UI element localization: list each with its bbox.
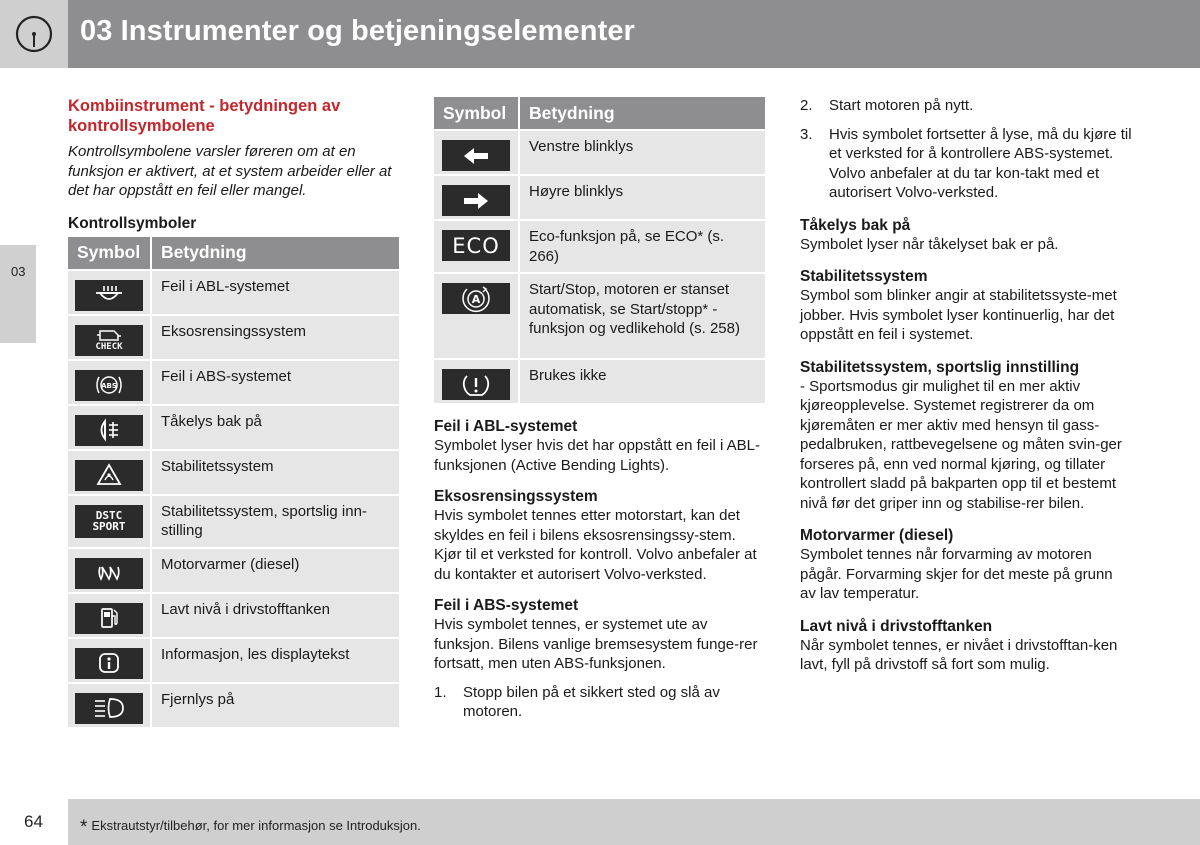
list-item-text: Hvis symbolet fortsetter å lyse, må du kjøre til et verksted for å kontrollere ABS-systemet. Volvo anbefaler at du tar kon-takt med et autorisert Volvo-verksted. [829,125,1132,201]
section-title: Motorvarmer (diesel) [800,527,954,544]
column-header-symbol: Symbol [68,237,152,269]
column-3 [800,96,1132,675]
table-row [68,494,399,547]
check-icon-text: CHECK [95,341,123,352]
glow-plug-icon [75,558,143,589]
meaning-cell: Eco-funksjon på, se ECO* (s. 266) [520,219,765,272]
section-body: Når symbolet tennes, er nivået i drivstofftan-ken lavt, fyll på drivstoff så fort som mulig. [800,636,1118,673]
tire-pressure-icon [442,369,510,400]
list-item [434,683,765,722]
section-body: Hvis symbolet tennes, er systemet ute av funksjon. Bilens vanlige bremsesystem funge-rer fortsatt, men uten ABS-funksjonen. [434,616,758,672]
abs-icon [75,370,143,401]
table-row [68,404,399,449]
list-item-text: Start motoren på nytt. [829,97,974,114]
fuel-pump-icon [75,603,143,634]
dstc-icon-text: DSTC SPORT [92,509,126,533]
meaning-cell: Informasjon, les displaytekst [152,637,399,682]
table-header-row [68,237,399,269]
footnote-text: Ekstrautstyr/tilbehør, for mer informasjon se Introduksjon. [91,818,421,833]
table-row [434,272,765,358]
section-body: Symbolet lyser hvis det har oppstått en feil i ABL-funksjonen (Active Bending Lights). [434,437,760,474]
section-body: - Sportsmodus gir mulighet til en mer aktiv kjøreopplevelse. Systemet registrerer da om kjøremåten er mer aktiv med hensyn til gass-pedalbruken, rattbevegelsene og måten svin-ger forseres på, enn ved normal kjøring, og tillater kontrollert sladd på bakparten opp til et bestemt nivå før det griper inn og stabilise-rer bilen. [800,377,1122,512]
check-engine-icon [75,325,143,356]
meaning-cell: Feil i ABL-systemet [152,269,399,314]
meaning-cell: Lavt nivå i drivstofftanken [152,592,399,637]
chapter-tab-label: 03 [11,264,26,279]
list-item-number: 2. [800,97,813,114]
list-item-text: Stopp bilen på et sikkert sted og slå av motoren. [463,683,720,720]
table-row [68,547,399,592]
meaning-cell: Stabilitetssystem, sportslig inn-stilling [152,494,399,547]
table-row [68,359,399,404]
dstc-sport-icon [75,505,143,538]
start-stop-icon [442,283,510,314]
meaning-cell: Fjernlys på [152,682,399,727]
abl-headlight-icon [75,280,143,311]
table-row [68,314,399,359]
list-item-number: 3. [800,125,813,143]
right-turn-signal-icon [442,185,510,216]
section-title: Feil i ABL-systemet [434,418,578,435]
eco-icon [442,230,510,261]
rear-fog-light-icon [75,415,143,446]
meaning-cell: Høyre blinklys [520,174,765,219]
symbols-table-continued [434,97,765,403]
meaning-cell: Tåkelys bak på [152,404,399,449]
section-body: Hvis symbolet tennes etter motorstart, kan det skyldes en feil i bilens eksosrensingssy-stem. Kjør til et verksted for kontroll. Volvo anbefaler at du kontakter et autorisert Volvo-verksted. [434,507,757,583]
meaning-cell: Stabilitetssystem [152,449,399,494]
high-beam-icon [75,693,143,724]
footer-note [80,814,421,836]
section-body: Symbolet lyser når tåkelyset bak er på. [800,235,1059,253]
page-title: 03 Instrumenter og betjeningselementer [80,15,635,47]
speedometer-icon [14,14,54,54]
table-row [68,449,399,494]
section-title: Stabilitetssystem [800,268,928,285]
footnote-star: * [80,817,88,838]
table-row [68,682,399,727]
table-title: Kontrollsymboler [68,214,197,232]
list-item [800,125,1132,203]
chapter-tab [0,245,36,343]
column-header-symbol: Symbol [434,97,520,129]
column-2 [434,97,765,722]
information-icon [75,648,143,679]
meaning-cell: Venstre blinklys [520,129,765,174]
page-number: 64 [24,812,43,831]
column-1 [68,96,399,727]
left-turn-signal-icon [442,140,510,171]
stability-system-icon [75,460,143,491]
column-header-meaning: Betydning [520,97,765,129]
start-stop-icon-text: A [471,292,481,306]
list-item-number: 1. [434,683,447,701]
section-title: Stabilitetssystem, sportslig innstilling [800,358,1080,376]
table-header-row [434,97,765,129]
table-row [434,219,765,272]
meaning-cell: Feil i ABS-systemet [152,359,399,404]
section-title: Eksosrensingssystem [434,488,598,505]
section-title: Feil i ABS-systemet [434,597,579,614]
table-row [68,592,399,637]
table-row [68,269,399,314]
table-row [68,637,399,682]
abs-icon-text: ABS [101,382,117,390]
column-header-meaning: Betydning [152,237,399,269]
section-heading: Kombiinstrument - betydningen av kontrollsymbolene [68,97,341,135]
page-header [0,0,1200,68]
section-title: Lavt nivå i drivstofftanken [800,617,993,635]
table-row [434,174,765,219]
section-body: Symbol som blinker angir at stabilitetssyste-met jobber. Hvis symbolet lyser kontinuerlig, har det oppstått en feil i systemet. [800,287,1117,343]
section-title: Tåkelys bak på [800,216,911,234]
meaning-cell: Eksosrensingssystem [152,314,399,359]
table-row [434,129,765,174]
meaning-cell: Brukes ikke [520,358,765,403]
eco-icon-text: ECO [452,233,500,258]
meaning-cell: Motorvarmer (diesel) [152,547,399,592]
table-row [434,358,765,403]
intro-text: Kontrollsymbolene varsler føreren om at en funksjon er aktivert, at et system arbeider eller at det har oppstått en feil eller mangel. [68,143,392,199]
list-item [800,96,1132,116]
header-icon-box [0,0,68,68]
section-body: Symbolet tennes når forvarming av motoren pågår. Forvarming skjer for det meste på grunn av lav temperatur. [800,546,1113,602]
meaning-cell: Start/Stop, motoren er stanset automatisk, se Start/stopp* - funksjon og vedlikehold (s. 258) [520,272,765,358]
control-symbols-table [68,237,399,727]
